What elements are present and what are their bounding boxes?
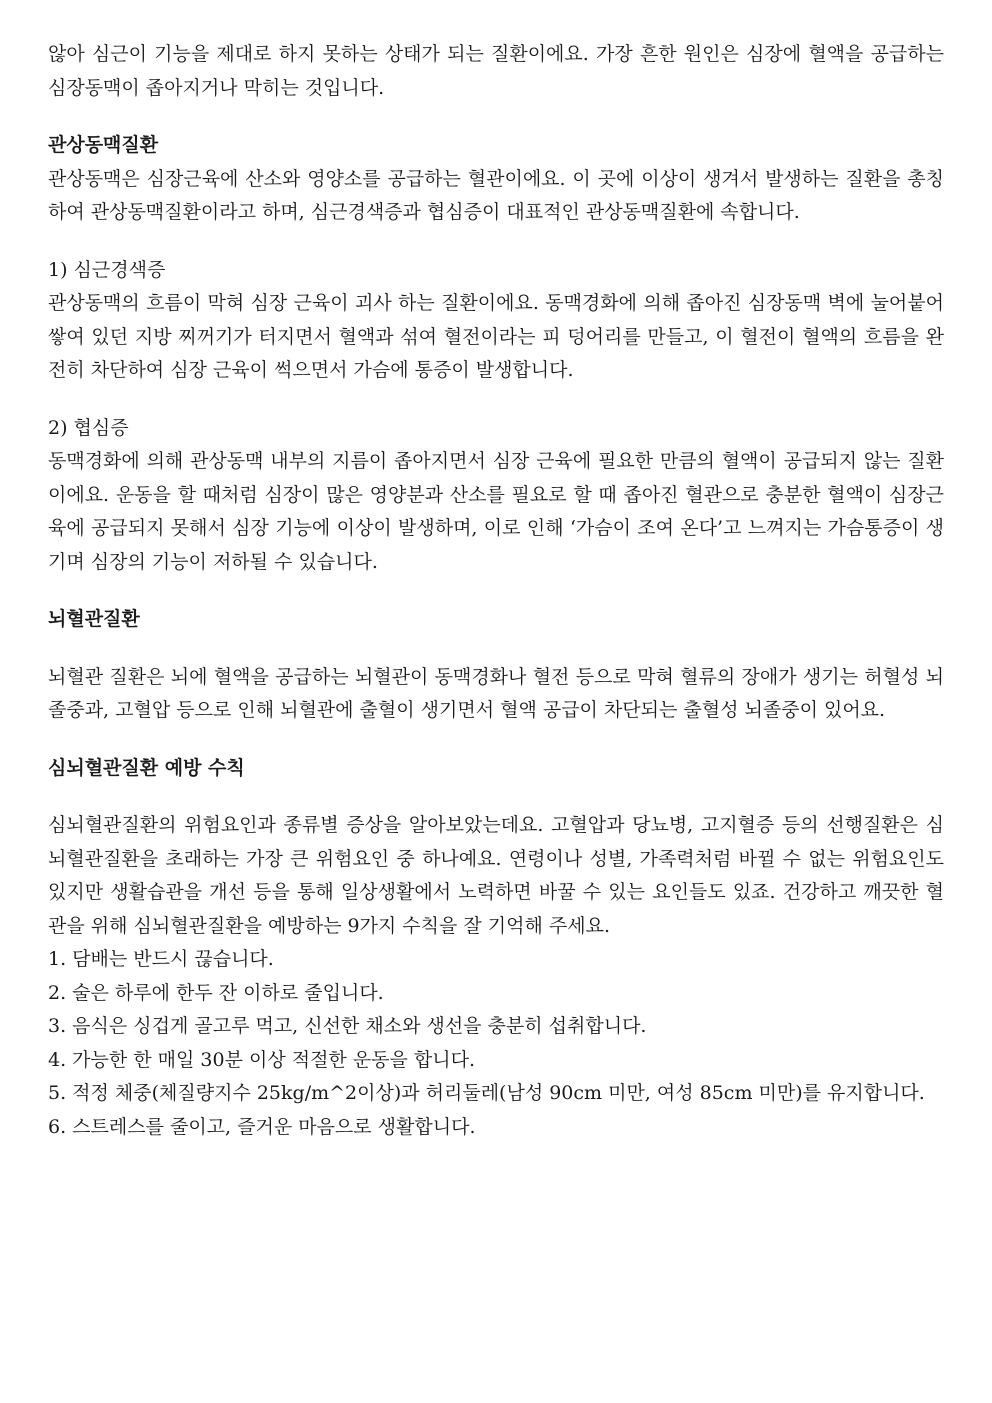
intro-paragraph: 않아 심근이 기능을 제대로 하지 못하는 상태가 되는 질환이에요. 가장 흔한 원인은 심장에 혈액을 공급하는 심장동맥이 좁아지거나 막히는 것입니다.	[48, 43, 944, 99]
subheading-myocardial-infarction: 1) 심근경색증	[48, 258, 166, 281]
spacer	[48, 230, 944, 254]
list-item: 4. 가능한 한 매일 30분 이상 적절한 운동을 합니다.	[48, 1048, 476, 1071]
section-heading-prevention: 심뇌혈관질환 예방 수칙	[48, 756, 245, 779]
section-heading-cerebrovascular: 뇌혈관질환	[48, 608, 140, 630]
list-item: 1. 담배는 반드시 끊습니다.	[48, 948, 274, 970]
section-heading-coronary: 관상동맥질환	[48, 134, 159, 156]
list-item: 3. 음식은 싱겁게 골고루 먹고, 신선한 채소와 생선을 충분히 섭취합니다.	[48, 1015, 647, 1037]
spacer	[48, 637, 944, 661]
prevention-paragraph: 심뇌혈관질환의 위험요인과 종류별 증상을 알아보았는데요. 고혈압과 당뇨병, 고지혈증 등의 선행질환은 심뇌혈관질환을 초래하는 가장 큰 위험요인 중 하나예요. 연령이나 성별, 가족력처럼 바뀔 수 없는 위험요인도 있지만 생활습관을 개선 등을 통해 일상생활에서 노력하면 바꿀 수 있는 요인들도 있죠. 건강하고 깨끗한 혈관을 위해 심뇌혈관질환을 예방하는 9가지 수칙을 잘 기억해 주세요.	[48, 814, 944, 937]
angina-paragraph: 동맥경화에 의해 관상동맥 내부의 지름이 좁아지면서 심장 근육에 필요한 만큼의 혈액이 공급되지 않는 질환이에요. 운동을 할 때처럼 심장이 많은 영양분과 산소를 필요로 할 때 좁아진 혈관으로 충분한 혈액이 심장근육에 공급되지 못해서 심장 기능에 이상이 발생하며, 이로 인해 ‘가슴이 조여 온다’고 느껴지는 가슴통증이 생기며 심장의 기능이 저하될 수 있습니다.	[48, 450, 944, 573]
prevention-rules-list	[48, 943, 944, 1144]
spacer	[48, 728, 944, 752]
myocardial-infarction-paragraph: 관상동맥의 흐름이 막혀 심장 근육이 괴사 하는 질환이에요. 동맥경화에 의해 좁아진 심장동맥 벽에 눌어붙어 쌓여 있던 지방 찌꺼기가 터지면서 혈액과 섞여 혈전이라는 피 덩어리를 만들고, 이 혈전이 혈액의 흐름을 완전히 차단하여 심장 근육이 썩으면서 가슴에 통증이 발생합니다.	[48, 292, 944, 381]
list-item: 6. 스트레스를 줄이고, 즐거운 마음으로 생활합니다.	[48, 1115, 476, 1138]
spacer	[48, 105, 944, 129]
spacer	[48, 388, 944, 412]
spacer	[48, 785, 944, 809]
cerebrovascular-paragraph: 뇌혈관 질환은 뇌에 혈액을 공급하는 뇌혈관이 동맥경화나 혈전 등으로 막혀 혈류의 장애가 생기는 허혈성 뇌졸중과, 고혈압 등으로 인해 뇌혈관에 출혈이 생기면서 혈액 공급이 차단되는 출혈성 뇌졸중이 있어요.	[48, 665, 944, 721]
spacer	[48, 579, 944, 603]
list-item: 5. 적정 체중(체질량지수 25kg/m^2이상)과 허리둘레(남성 90cm 미만, 여성 85cm 미만)를 유지합니다.	[48, 1082, 925, 1104]
list-item: 2. 술은 하루에 한두 잔 이하로 줄입니다.	[48, 981, 384, 1004]
document-page	[48, 38, 944, 1144]
subheading-angina: 2) 협심증	[48, 416, 129, 439]
coronary-paragraph: 관상동맥은 심장근육에 산소와 영양소를 공급하는 혈관이에요. 이 곳에 이상이 생겨서 발생하는 질환을 총칭하여 관상동맥질환이라고 하며, 심근경색증과 협심증이 대표적인 관상동맥질환에 속합니다.	[48, 167, 944, 223]
